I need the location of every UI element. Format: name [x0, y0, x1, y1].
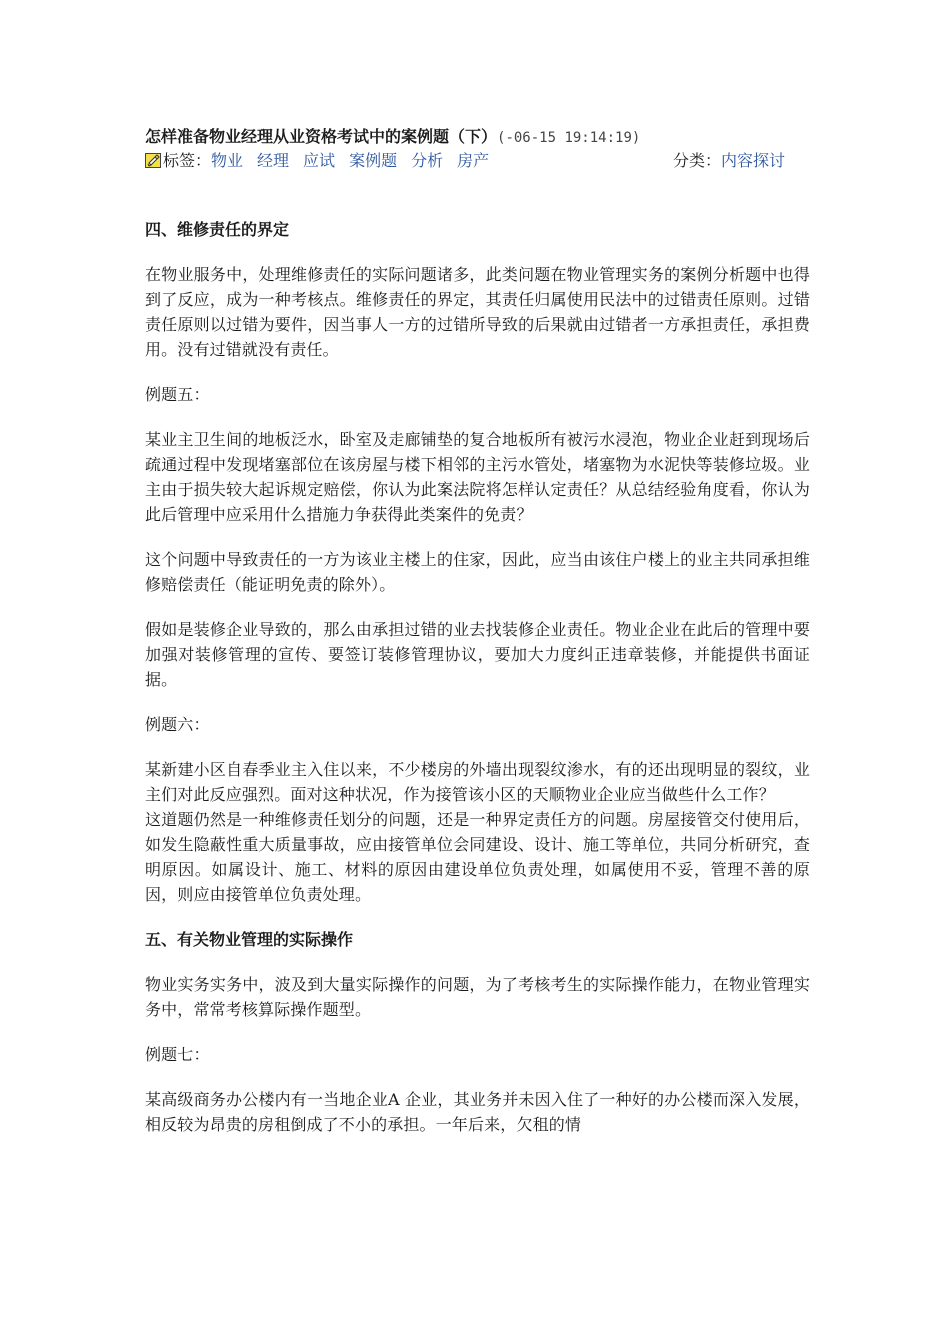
- category-link[interactable]: 内容探讨: [721, 151, 786, 170]
- article: [145, 126, 810, 1137]
- paragraph: 某业主卫生间的地板泛水，卧室及走廊铺垫的复合地板所有被污水浸泡，物业企业赶到现场后疏通过程中发现堵塞部位在该房屋与楼下相邻的主污水管处，堵塞物为水泥快等装修垃圾。业主由于损失较大起诉规定赔偿，你认为此案法院将怎样认定责任？从总结经验角度看，你认为此后管理中应采用什么措施力争获得此类案件的免责？: [145, 430, 810, 524]
- category: [673, 149, 785, 173]
- example-label-6: 例题六：: [145, 715, 210, 734]
- tags-label: 标签：: [163, 151, 212, 170]
- paragraph: 某高级商务办公楼内有一当地企业A 企业，其业务并未因入住了一种好的办公楼而深入发展，相反较为昂贵的房租倒成了不小的承担。一年后来，欠租的情: [145, 1090, 810, 1134]
- tag-link-fangchan[interactable]: 房产: [457, 151, 490, 170]
- paragraph: 在物业服务中，处理维修责任的实际问题诸多，此类问题在物业管理实务的案例分析题中也得到了反应，成为一种考核点。维修责任的界定，其责任归属使用民法中的过错责任原则。过错责任原则以过错为要件，因当事人一方的过错所导致的后果就由过错者一方承担责任，承担费用。没有过错就没有责任。: [145, 265, 810, 359]
- paragraph: 物业实务实务中，波及到大量实际操作的问题，为了考核考生的实际操作能力，在物业管理实务中，常常考核算际操作题型。: [145, 975, 810, 1019]
- tag-link-jingli[interactable]: 经理: [257, 151, 290, 170]
- paragraph: 某新建小区自春季业主入住以来，不少楼房的外墙出现裂纹渗水，有的还出现明显的裂纹，业主们对此反应强烈。面对这种状况，作为接管该小区的天顺物业企业应当做些什么工作？: [145, 760, 810, 804]
- tag-link-yingshi[interactable]: 应试: [303, 151, 336, 170]
- category-label: 分类：: [673, 151, 722, 170]
- tag-link-fenxi[interactable]: 分析: [411, 151, 444, 170]
- article-title: 怎样准备物业经理从业资格考试中的案例题（下）: [145, 127, 498, 146]
- tag-list: [145, 149, 500, 173]
- example-label-7: 例题七：: [145, 1045, 210, 1064]
- paragraph: 这道题仍然是一种维修责任划分的问题，还是一种界定责任方的问题。房屋接管交付使用后，如发生隐蔽性重大质量事故，应由接管单位会同建设、设计、施工等单位，共同分析研究，查明原因。如属设计、施工、材料的原因由建设单位负责处理，如属使用不妥，管理不善的原因，则应由接管单位负责处理。: [145, 810, 810, 904]
- post-date: (-06-15 19:14:19): [497, 130, 641, 146]
- paragraph: 这个问题中导致责任的一方为该业主楼上的住家，因此，应当由该住户楼上的业主共同承担维修赔偿责任（能证明免责的除外）。: [145, 550, 810, 594]
- paragraph: 假如是装修企业导致的，那么由承担过错的业去找装修企业责任。物业企业在此后的管理中要加强对装修管理的宣传、要签订装修管理协议，要加大力度纠正违章装修，并能提供书面证据。: [145, 620, 810, 689]
- example-label-5: 例题五：: [145, 385, 210, 404]
- section-heading-5: 五、有关物业管理的实际操作: [145, 930, 354, 949]
- tag-link-anliti[interactable]: 案例题: [349, 151, 398, 170]
- article-header: [145, 126, 810, 149]
- tag-icon: [145, 153, 161, 168]
- article-meta: [145, 149, 810, 197]
- article-body: [145, 217, 810, 1137]
- section-heading-4: 四、维修责任的界定: [145, 220, 290, 239]
- tag-link-wuye[interactable]: 物业: [211, 151, 244, 170]
